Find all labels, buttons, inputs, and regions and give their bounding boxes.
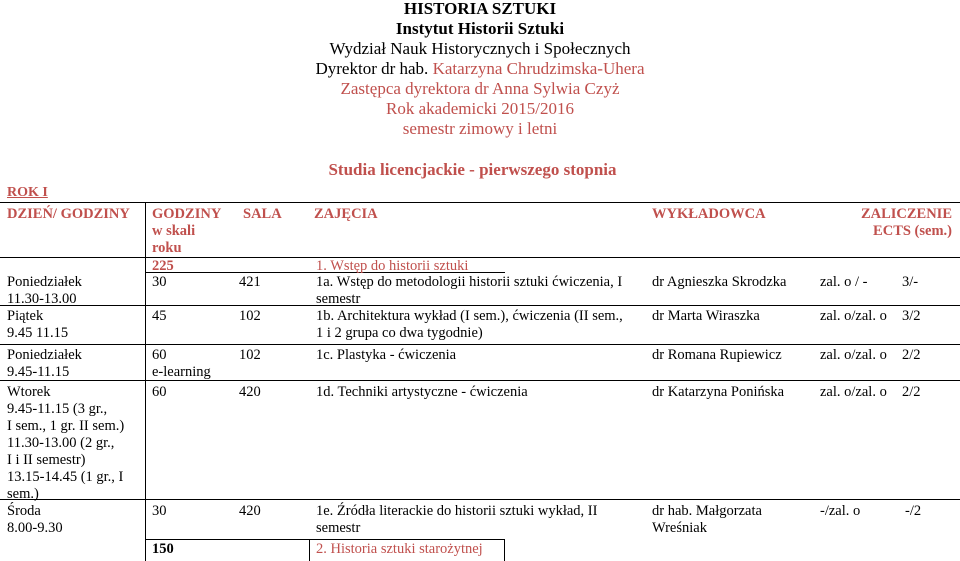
row-1b-class-line-1: 1b. Architektura wykład (I sem.), ćwiczenia (II sem.,	[316, 308, 623, 324]
academic-year: 2015/2016	[501, 99, 574, 118]
row-1d-time-6: sem.)	[7, 486, 39, 502]
section-2-title: 2. Historia sztuki starożytnej	[316, 541, 483, 557]
row-1c-room: 102	[239, 347, 261, 363]
row-1d-time-4: I i II semestr)	[7, 452, 86, 468]
academic-year-line	[0, 99, 960, 120]
table-top-border	[0, 202, 960, 203]
section-2-hours: 150	[152, 541, 174, 557]
row-divider-2	[0, 344, 960, 345]
row-1b-room: 102	[239, 308, 261, 324]
row-1b-lecturer: dr Marta Wiraszka	[652, 308, 760, 324]
table-header-divider	[0, 257, 960, 258]
director-line	[0, 59, 960, 80]
col-header-credit: ZALICZENIE	[860, 206, 952, 222]
row-1d-time-2: I sem., 1 gr. II sem.)	[7, 418, 125, 434]
col-header-hours-scale-1: GODZINY	[152, 206, 222, 222]
row-1a-class-line-2: semestr	[316, 291, 361, 307]
row-1d-class: 1d. Techniki artystyczne - ćwiczenia	[316, 384, 528, 400]
row-1d-time-5: 13.15-14.45 (1 gr., I	[7, 469, 124, 485]
row-1d-day: Wtorek	[7, 384, 51, 400]
row-1a-class-line-1: 1a. Wstęp do metodologii historii sztuki ćwiczenia, I	[316, 274, 623, 290]
row-1a-credit: zal. o / -	[820, 274, 868, 290]
column-divider-section-end	[504, 539, 505, 561]
column-divider-section	[309, 539, 310, 561]
col-header-room: SALA	[243, 206, 282, 222]
semester-line: semestr zimowy i letni	[402, 119, 558, 138]
row-1c-hours: 60	[152, 347, 167, 363]
section-1-hours: 225	[152, 258, 174, 274]
row-1e-day: Środa	[7, 503, 41, 519]
row-1c-credit: zal. o/zal. o	[820, 347, 887, 363]
deputy-director-line: Zastępca dyrektora dr Anna Sylwia Czyż	[340, 79, 620, 98]
row-1e-ects: -/2	[905, 503, 922, 519]
col-header-day-hours: DZIEŃ/ GODZINY	[7, 206, 130, 222]
row-1c-day: Poniedziałek	[7, 347, 82, 363]
row-1c-lecturer: dr Romana Rupiewicz	[652, 347, 782, 363]
row-1d-lecturer: dr Katarzyna Ponińska	[652, 384, 785, 400]
row-1b-ects: 3/2	[902, 308, 921, 324]
row-1a-lecturer: dr Agnieszka Skrodzka	[652, 274, 787, 290]
row-1a-ects: 3/-	[902, 274, 919, 290]
row-1a-room: 421	[239, 274, 261, 290]
row-1a-hours: 30	[152, 274, 167, 290]
row-1e-class-line-1: 1e. Źródła literackie do historii sztuki wykład, II	[316, 503, 598, 519]
col-header-hours-scale-2: w skali	[152, 223, 196, 239]
row-1a-time: 11.30-13.00	[7, 291, 77, 307]
row-1b-hours: 45	[152, 308, 167, 324]
row-1d-time-3: 11.30-13.00 (2 gr.,	[7, 435, 115, 451]
row-1e-time: 8.00-9.30	[7, 520, 63, 536]
institute-name: Instytut Historii Sztuki	[395, 19, 565, 38]
row-1c-hours-note: e-learning	[152, 364, 211, 380]
row-1e-room: 420	[239, 503, 261, 519]
section-divider-2	[145, 539, 505, 540]
academic-year-prefix: Rok akademicki	[386, 99, 502, 118]
row-1b-credit: zal. o/zal. o	[820, 308, 887, 324]
row-1d-room: 420	[239, 384, 261, 400]
row-1c-ects: 2/2	[902, 347, 921, 363]
row-1a-day: Poniedziałek	[7, 274, 82, 290]
row-1c-time: 9.45-11.15	[7, 364, 70, 380]
col-header-classes: ZAJĘCIA	[314, 206, 378, 222]
row-1e-lecturer-line-1: dr hab. Małgorzata	[652, 503, 762, 519]
year-label: ROK I	[7, 185, 48, 200]
row-1b-class-line-2: 1 i 2 grupa co dwa tygodnie)	[316, 325, 483, 341]
col-header-lecturer: WYKŁADOWCA	[652, 206, 766, 222]
director-prefix: Dyrektor dr hab.	[315, 59, 433, 78]
column-divider-day	[145, 202, 146, 561]
col-header-ects: ECTS (sem.)	[873, 223, 952, 239]
row-1e-credit: -/zal. o	[820, 503, 861, 519]
col-header-hours-scale-3: roku	[152, 240, 182, 256]
row-1e-class-line-2: semestr	[316, 520, 361, 536]
faculty-name: Wydział Nauk Historycznych i Społecznych	[329, 39, 631, 58]
row-1e-hours: 30	[152, 503, 167, 519]
row-1d-hours: 60	[152, 384, 167, 400]
row-1b-time: 9.45 11.15	[7, 325, 69, 341]
section-1-title: 1. Wstęp do historii sztuki	[316, 258, 469, 274]
row-1c-class: 1c. Plastyka - ćwiczenia	[316, 347, 457, 363]
director-name: Katarzyna Chrudzimska-Uhera	[432, 59, 645, 78]
study-level-heading: Studia licencjackie - pierwszego stopnia	[328, 160, 617, 179]
row-1d-time-1: 9.45-11.15 (3 gr.,	[7, 401, 108, 417]
page-title: HISTORIA SZTUKI	[403, 0, 557, 18]
row-1d-ects: 2/2	[902, 384, 921, 400]
row-1b-day: Piątek	[7, 308, 44, 324]
row-1e-lecturer-line-2: Wreśniak	[652, 520, 707, 536]
row-1d-credit: zal. o/zal. o	[820, 384, 887, 400]
